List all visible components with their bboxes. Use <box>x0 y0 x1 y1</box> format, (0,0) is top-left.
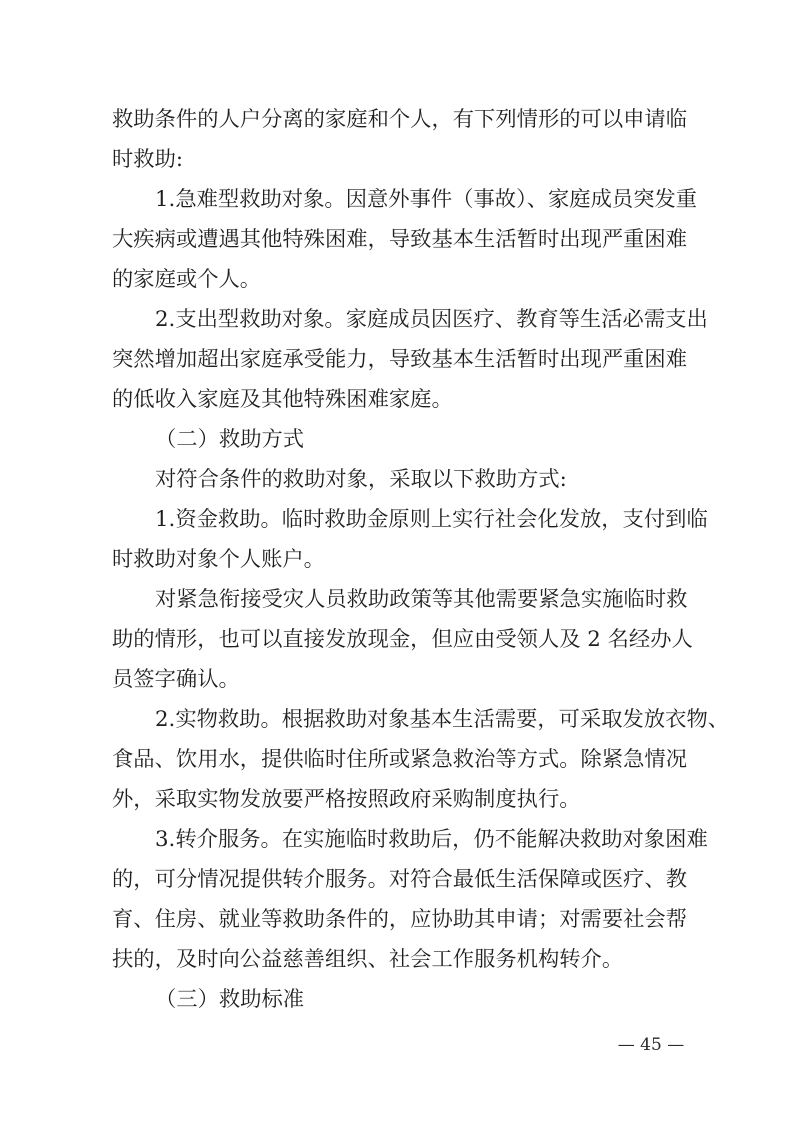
section-heading: （二）救助方式 <box>155 427 305 452</box>
body-text-line: 员签字确认。 <box>112 667 240 692</box>
body-text-line: 救助条件的人户分离的家庭和个人，有下列情形的可以申请临 <box>112 107 688 132</box>
body-text-line: 助的情形，也可以直接发放现金，但应由受领人及 2 名经办人 <box>112 627 693 652</box>
body-text-line: 的家庭或个人。 <box>112 267 262 292</box>
body-text-line: 外，采取实物发放要严格按照政府采购制度执行。 <box>112 787 581 812</box>
body-text-line: 育、住房、就业等救助条件的，应协助其申请；对需要社会帮 <box>112 907 688 932</box>
body-text-line: 1.急难型救助对象。因意外事件（事故）、家庭成员突发重 <box>155 187 698 212</box>
body-text-line: 1.资金救助。临时救助金原则上实行社会化发放，支付到临 <box>155 507 708 532</box>
body-text-line: 扶的，及时向公益慈善组织、社会工作服务机构转介。 <box>112 947 624 972</box>
body-text-line: 3.转介服务。在实施临时救助后，仍不能解决救助对象困难 <box>155 827 708 852</box>
body-text-line: 突然增加超出家庭承受能力，导致基本生活暂时出现严重困难 <box>112 347 688 372</box>
body-text-line: 大疾病或遭遇其他特殊困难，导致基本生活暂时出现严重困难 <box>112 227 688 252</box>
body-text-line: 2.实物救助。根据救助对象基本生活需要，可采取发放衣物、 <box>155 707 730 732</box>
body-text-line: 时救助对象个人账户。 <box>112 547 325 572</box>
body-text-line: 的，可分情况提供转介服务。对符合最低生活保障或医疗、教 <box>112 867 688 892</box>
body-text-line: 2.支出型救助对象。家庭成员因医疗、教育等生活必需支出 <box>155 307 708 332</box>
section-heading: （三）救助标准 <box>155 987 305 1012</box>
body-text-line: 时救助: <box>112 147 184 172</box>
body-text-line: 食品、饮用水，提供临时住所或紧急救治等方式。除紧急情况 <box>112 747 688 772</box>
body-text-line: 的低收入家庭及其他特殊困难家庭。 <box>112 387 453 412</box>
page-number: — 45 — <box>617 1035 685 1055</box>
body-text-line: 对紧急衔接受灾人员救助政策等其他需要紧急实施临时救 <box>155 587 688 612</box>
body-text-line: 对符合条件的救助对象，采取以下救助方式: <box>155 467 567 492</box>
